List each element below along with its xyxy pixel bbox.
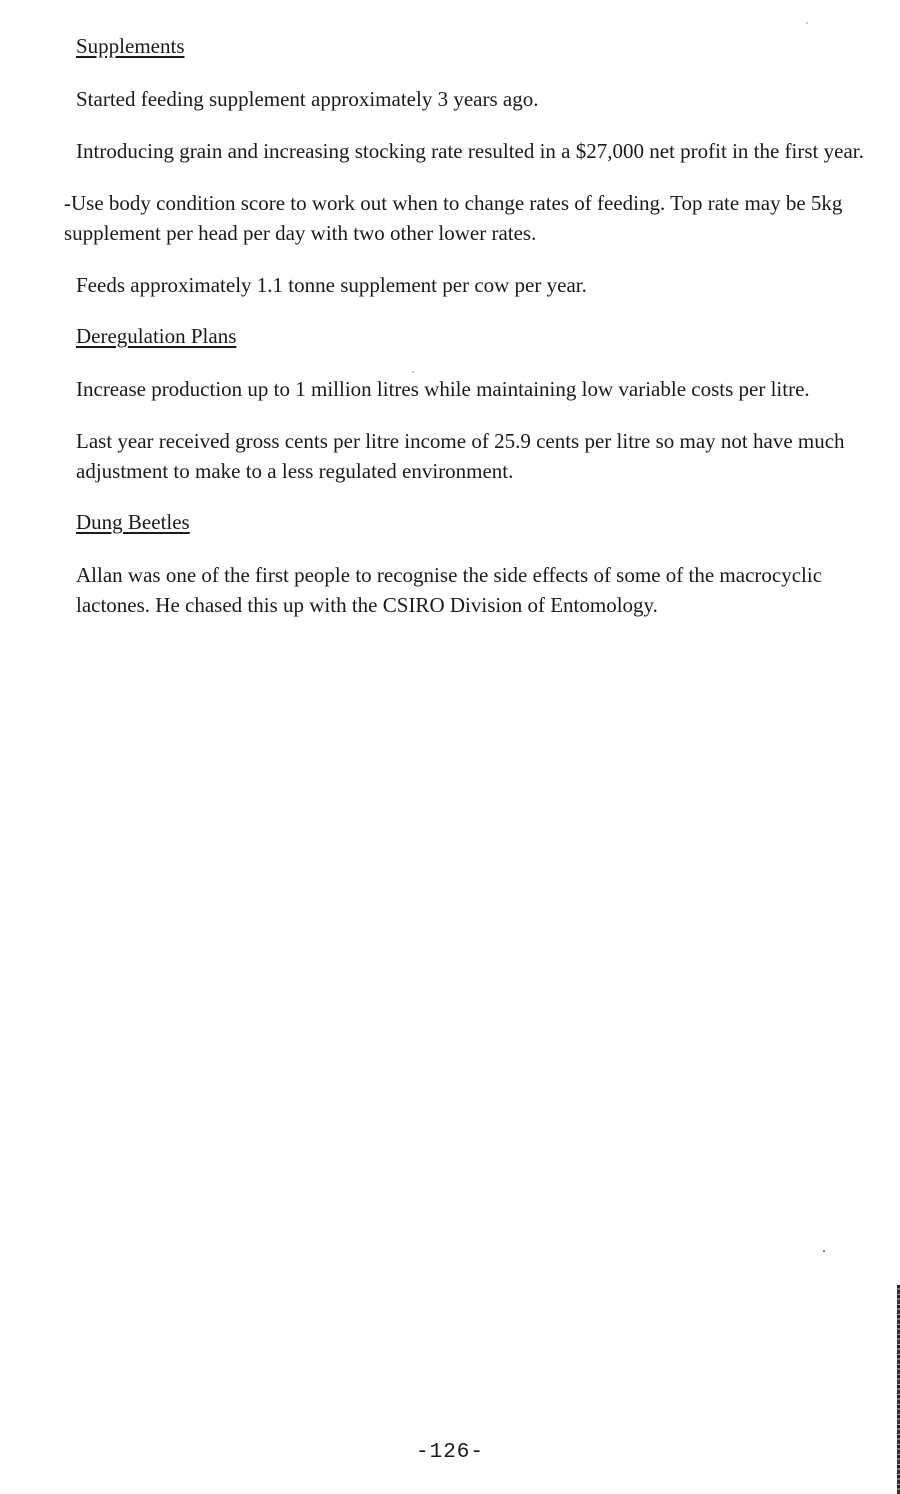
page-number: -126- [415, 1441, 484, 1464]
section-dung-beetles [76, 508, 891, 620]
paragraph: -Use body condition score to work out when to change rates of feeding. Top rate may be 5kg supplement per head per day with two other lower rates. [64, 191, 843, 245]
section-heading: Supplements [76, 34, 185, 58]
section-deregulation-plans [76, 322, 891, 486]
scan-speck [823, 1250, 825, 1252]
section-heading: Deregulation Plans [76, 324, 237, 348]
paragraph: Started feeding supplement approximately 3 years ago. [76, 87, 539, 111]
section-heading: Dung Beetles [76, 510, 190, 534]
paragraph: Feeds approximately 1.1 tonne supplement per cow per year. [76, 273, 587, 297]
scan-speck [412, 371, 414, 373]
document-body [64, 32, 891, 642]
paragraph: Allan was one of the first people to recognise the side effects of some of the macrocyclic lactones. He chased this up with the CSIRO Division of Entomology. [76, 563, 823, 617]
section-supplements [64, 32, 891, 300]
paragraph: Introducing grain and increasing stocking rate resulted in a $27,000 net profit in the first year. [76, 139, 864, 163]
paragraph: Last year received gross cents per litre income of 25.9 cents per litre so may not have much adjustment to make to a less regulated environment. [76, 429, 845, 483]
scan-speck [806, 22, 808, 24]
paragraph: Increase production up to 1 million litres while maintaining low variable costs per litre. [76, 377, 810, 401]
